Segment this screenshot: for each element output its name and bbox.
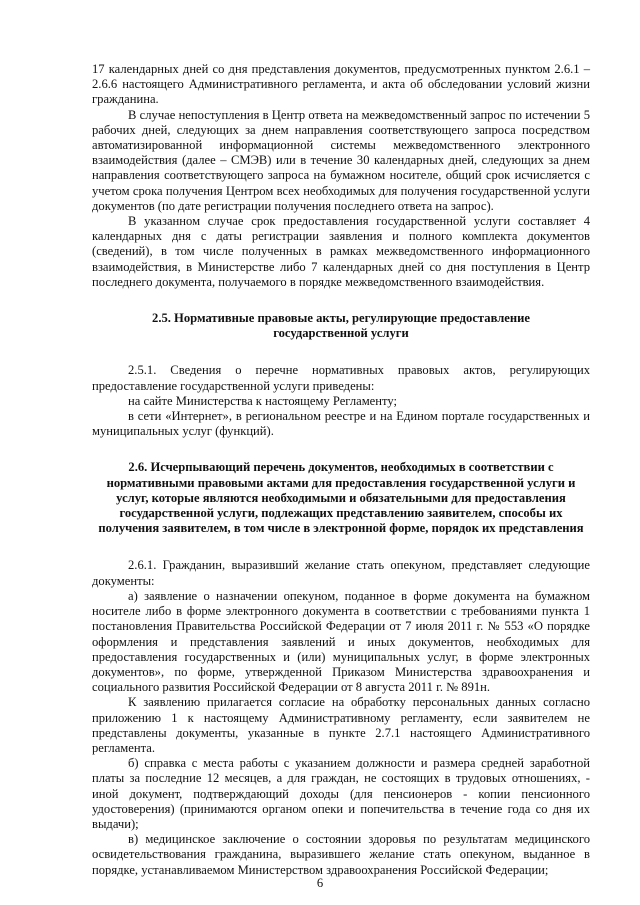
paragraph-smev: В случае непоступления в Центр ответа на межведомственный запрос по истечении 5 рабочих дней, следующих за днем направления соответствующего запроса посредством автоматизированной информационной системы межведомственного электронного взаимодействия (далее – СМЭВ) или в течение 30 календарных дней, следующих за днем направления соответствующего запроса на бумажном носителе, общий срок исчисляется с учетом срока получения Центром всех необходимых для получения государственной услуги документов (по дате регистрации получения последнего ответа на запрос).: [92, 107, 590, 213]
paragraph-continuation: 17 календарных дней со дня представления документов, предусмотренных пунктом 2.6.1 – 2.6.6 настоящего Административного регламента, и акта об обследовании условий жизни гражданина.: [92, 62, 590, 107]
heading-2-6: 2.6. Исчерпывающий перечень документов, необходимых в соответствии с нормативными правовыми актами для предоставления государственной услуги и услуг, которые являются необходимыми и обязательными для предоставления государственной услуги, подлежащих представлению заявителем, способы их получения заявителем, в том числе в электронной форме, порядок их представления: [98, 460, 584, 536]
paragraph-2-5-1: 2.5.1. Сведения о перечне нормативных правовых актов, регулирующих предоставление государственной услуги приведены:: [92, 363, 590, 393]
page-number: 6: [316, 876, 324, 890]
paragraph-consent: К заявлению прилагается согласие на обработку персональных данных согласно приложению 1 к настоящему Административному регламенту, если заявителем не представлены документы, указанные в пункте 2.7.1 настоящего Административного регламента.: [92, 695, 590, 755]
paragraph-item-v: в) медицинское заключение о состоянии здоровья по результатам медицинского освидетельствования гражданина, выразившего желание стать опекуном, выданное в порядке, устанавливаемом Министерством здравоохранения Российской Федерации;: [92, 832, 590, 877]
paragraph-2-6-1: 2.6.1. Гражданин, выразивший желание стать опекуном, представляет следующие документы:: [92, 558, 590, 588]
heading-2-5: 2.5. Нормативные правовые акты, регулирующие предоставление государственной услуги: [152, 311, 530, 341]
paragraph-ministry-site: на сайте Министерства к настоящему Регламенту;: [128, 393, 397, 408]
page-content: [92, 62, 590, 878]
paragraph-term: В указанном случае срок предоставления государственной услуги составляет 4 календарных дня с даты регистрации заявления и полного комплекта документов (сведений), в том числе полученных в рамках межведомственного информационного взаимодействия, в Министерстве либо 7 календарных дней со дня поступления в Центр последнего документа, получаемого в порядке межведомственного взаимодействия.: [92, 214, 590, 289]
paragraph-item-a: а) заявление о назначении опекуном, поданное в форме документа на бумажном носителе либо в форме электронного документа в соответствии с требованиями пункта 1 постановления Правительства Российской Федерации от 7 июля 2011 г. № 553 «О порядке оформления и представления заявлений и иных документов, необходимых для предоставления государственных и (или) муниципальных услуг, в форме электронных документов», по форме, утвержденной Приказом Министерства здравоохранения и социального развития Российской Федерации от 8 августа 2011 г. № 891н.: [92, 588, 590, 695]
paragraph-internet: в сети «Интернет», в региональном реестре и на Едином портале государственных и муниципальных услуг (функций).: [92, 409, 590, 439]
paragraph-item-b: б) справка с места работы с указанием должности и размера средней заработной платы за последние 12 месяцев, а для граждан, не состоящих в трудовых отношениях, - иной документ, подтверждающий доходы (для пенсионеров - копии пенсионного удостоверения) (принимаются органом опеки и попечительства в течение года со дня их выдачи);: [92, 756, 590, 831]
